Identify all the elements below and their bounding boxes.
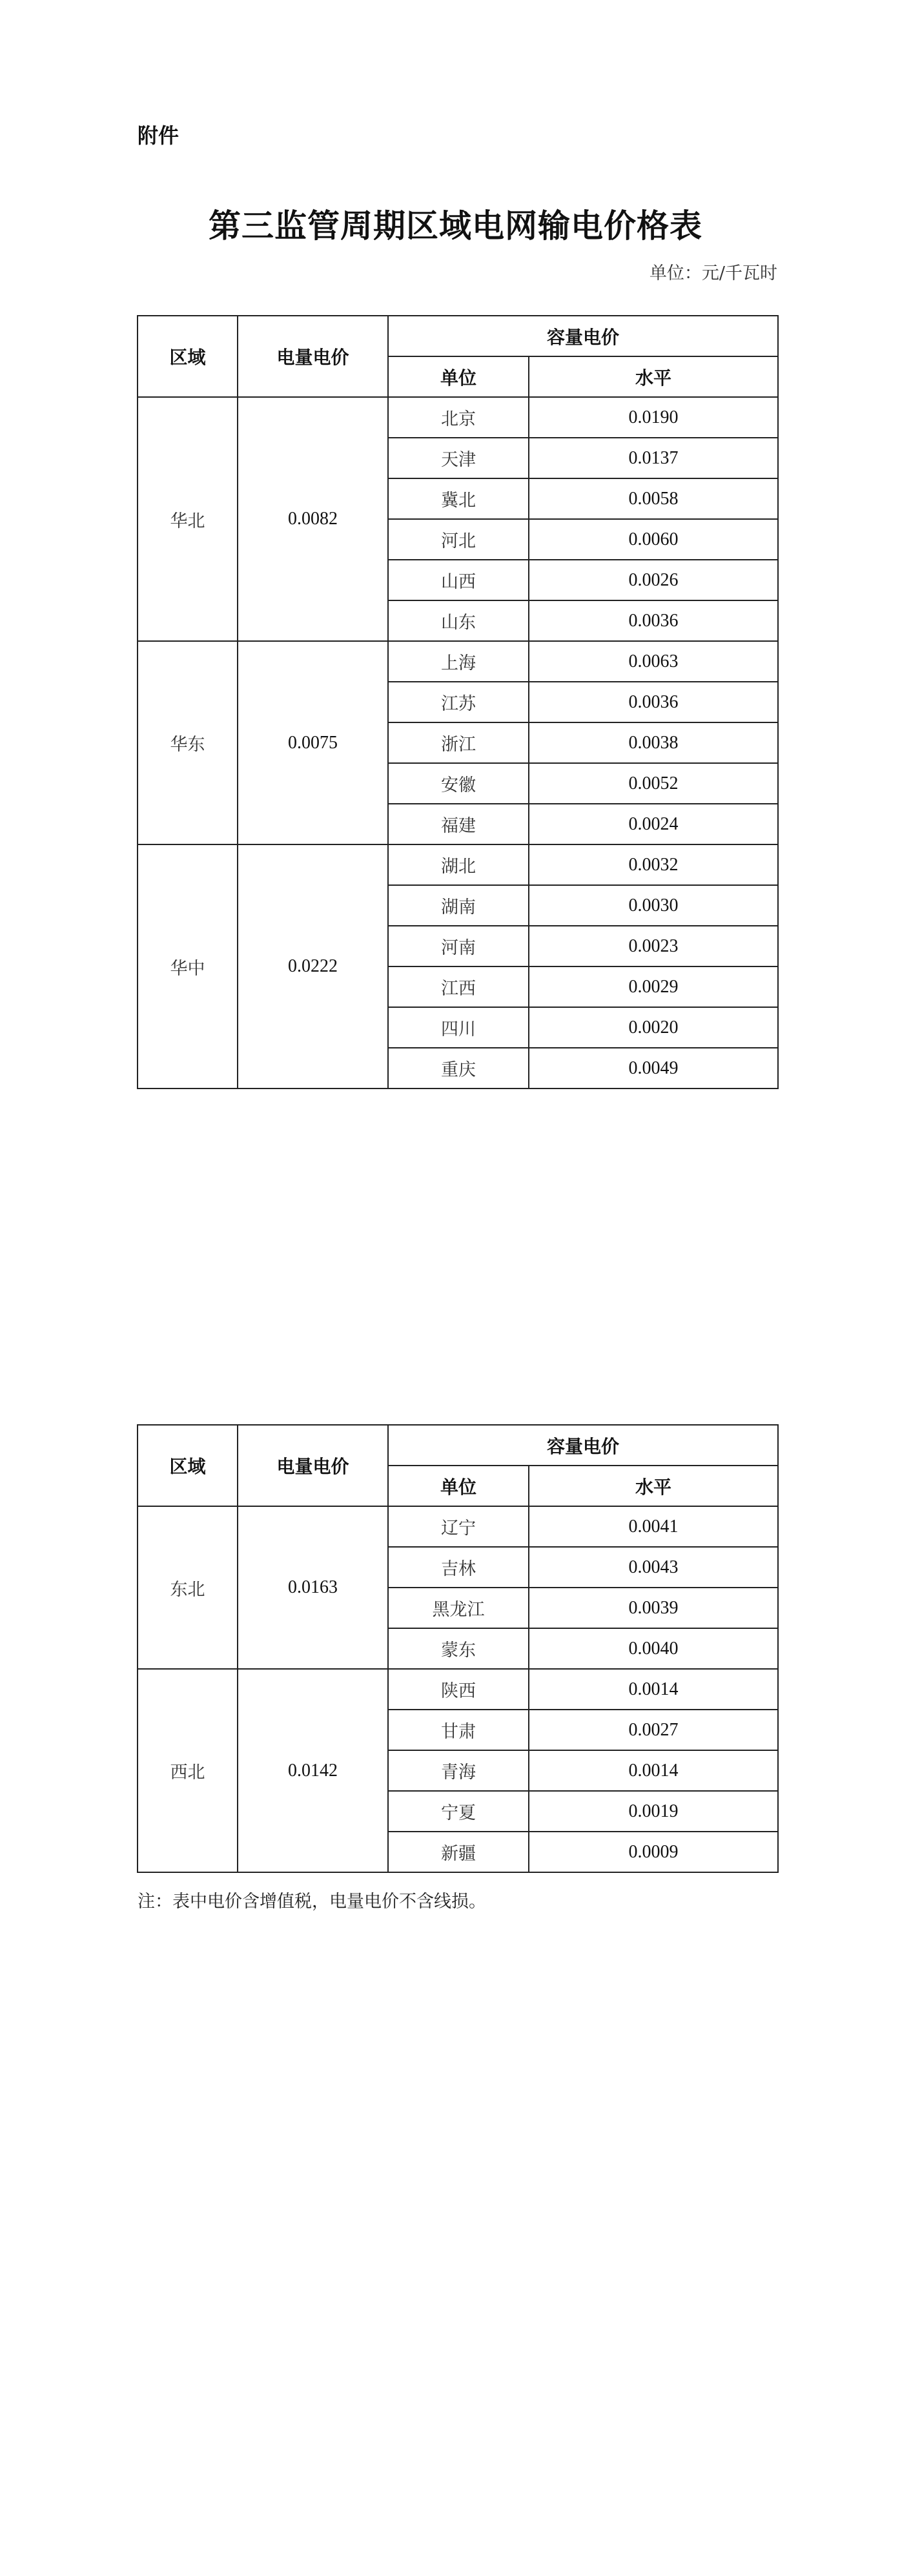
unit-cell: 冀北 — [388, 478, 529, 519]
unit-cell: 新疆 — [388, 1832, 529, 1872]
table-body-2 — [138, 1506, 778, 1872]
unit-cell: 黑龙江 — [388, 1588, 529, 1628]
unit-cell: 蒙东 — [388, 1628, 529, 1669]
level-cell: 0.0030 — [529, 885, 778, 926]
level-cell: 0.0014 — [529, 1669, 778, 1710]
price-table-1 — [137, 315, 779, 1089]
energy-price-cell: 0.0142 — [238, 1669, 388, 1872]
region-cell: 西北 — [138, 1669, 238, 1872]
energy-price-cell: 0.0222 — [238, 844, 388, 1089]
level-cell: 0.0058 — [529, 478, 778, 519]
unit-cell: 四川 — [388, 1007, 529, 1048]
header-capacity-price: 容量电价 — [388, 1425, 778, 1466]
header-level: 水平 — [529, 356, 778, 397]
level-cell: 0.0026 — [529, 560, 778, 600]
unit-cell: 福建 — [388, 804, 529, 844]
level-cell: 0.0038 — [529, 722, 778, 763]
level-cell: 0.0190 — [529, 397, 778, 438]
level-cell: 0.0040 — [529, 1628, 778, 1669]
unit-cell: 河南 — [388, 926, 529, 966]
unit-cell: 吉林 — [388, 1547, 529, 1588]
level-cell: 0.0036 — [529, 682, 778, 722]
unit-cell: 甘肃 — [388, 1710, 529, 1750]
unit-cell: 北京 — [388, 397, 529, 438]
table-body-1 — [138, 397, 778, 1089]
unit-cell: 青海 — [388, 1750, 529, 1791]
unit-cell: 重庆 — [388, 1048, 529, 1089]
energy-price-cell: 0.0163 — [238, 1506, 388, 1669]
unit-cell: 陕西 — [388, 1669, 529, 1710]
unit-cell: 辽宁 — [388, 1506, 529, 1547]
table-row — [138, 1669, 778, 1710]
price-table-2 — [137, 1424, 779, 1873]
unit-cell: 江苏 — [388, 682, 529, 722]
table-row — [138, 641, 778, 682]
unit-cell: 宁夏 — [388, 1791, 529, 1832]
table-row — [138, 397, 778, 438]
level-cell: 0.0023 — [529, 926, 778, 966]
level-cell: 0.0049 — [529, 1048, 778, 1089]
level-cell: 0.0041 — [529, 1506, 778, 1547]
table-row — [138, 1506, 778, 1547]
level-cell: 0.0036 — [529, 600, 778, 641]
level-cell: 0.0009 — [529, 1832, 778, 1872]
table-row — [138, 844, 778, 885]
header-unit: 单位 — [388, 356, 529, 397]
level-cell: 0.0043 — [529, 1547, 778, 1588]
unit-cell: 山东 — [388, 600, 529, 641]
region-cell: 华中 — [138, 844, 238, 1089]
unit-cell: 浙江 — [388, 722, 529, 763]
level-cell: 0.0063 — [529, 641, 778, 682]
unit-cell: 湖北 — [388, 844, 529, 885]
level-cell: 0.0039 — [529, 1588, 778, 1628]
level-cell: 0.0014 — [529, 1750, 778, 1791]
level-cell: 0.0020 — [529, 1007, 778, 1048]
unit-cell: 河北 — [388, 519, 529, 560]
unit-cell: 山西 — [388, 560, 529, 600]
energy-price-cell: 0.0082 — [238, 397, 388, 641]
level-cell: 0.0024 — [529, 804, 778, 844]
level-cell: 0.0032 — [529, 844, 778, 885]
header-capacity-price: 容量电价 — [388, 316, 778, 356]
level-cell: 0.0019 — [529, 1791, 778, 1832]
level-cell: 0.0052 — [529, 763, 778, 804]
header-region: 区域 — [138, 1425, 238, 1506]
footnote: 注：表中电价含增值税，电量电价不含线损。 — [138, 1892, 486, 1912]
region-cell: 东北 — [138, 1506, 238, 1669]
header-energy-price: 电量电价 — [238, 1425, 388, 1506]
level-cell: 0.0060 — [529, 519, 778, 560]
header-level: 水平 — [529, 1466, 778, 1506]
level-cell: 0.0027 — [529, 1710, 778, 1750]
page-title: 第三监管周期区域电网输电价格表 — [209, 207, 702, 245]
level-cell: 0.0029 — [529, 966, 778, 1007]
unit-cell: 天津 — [388, 438, 529, 478]
unit-cell: 安徽 — [388, 763, 529, 804]
unit-cell: 湖南 — [388, 885, 529, 926]
unit-cell: 上海 — [388, 641, 529, 682]
header-unit: 单位 — [388, 1466, 529, 1506]
attachment-label: 附件 — [138, 123, 179, 148]
region-cell: 华东 — [138, 641, 238, 844]
unit-note: 单位：元/千瓦时 — [649, 263, 777, 283]
header-region: 区域 — [138, 316, 238, 397]
level-cell: 0.0137 — [529, 438, 778, 478]
header-energy-price: 电量电价 — [238, 316, 388, 397]
energy-price-cell: 0.0075 — [238, 641, 388, 844]
region-cell: 华北 — [138, 397, 238, 641]
unit-cell: 江西 — [388, 966, 529, 1007]
